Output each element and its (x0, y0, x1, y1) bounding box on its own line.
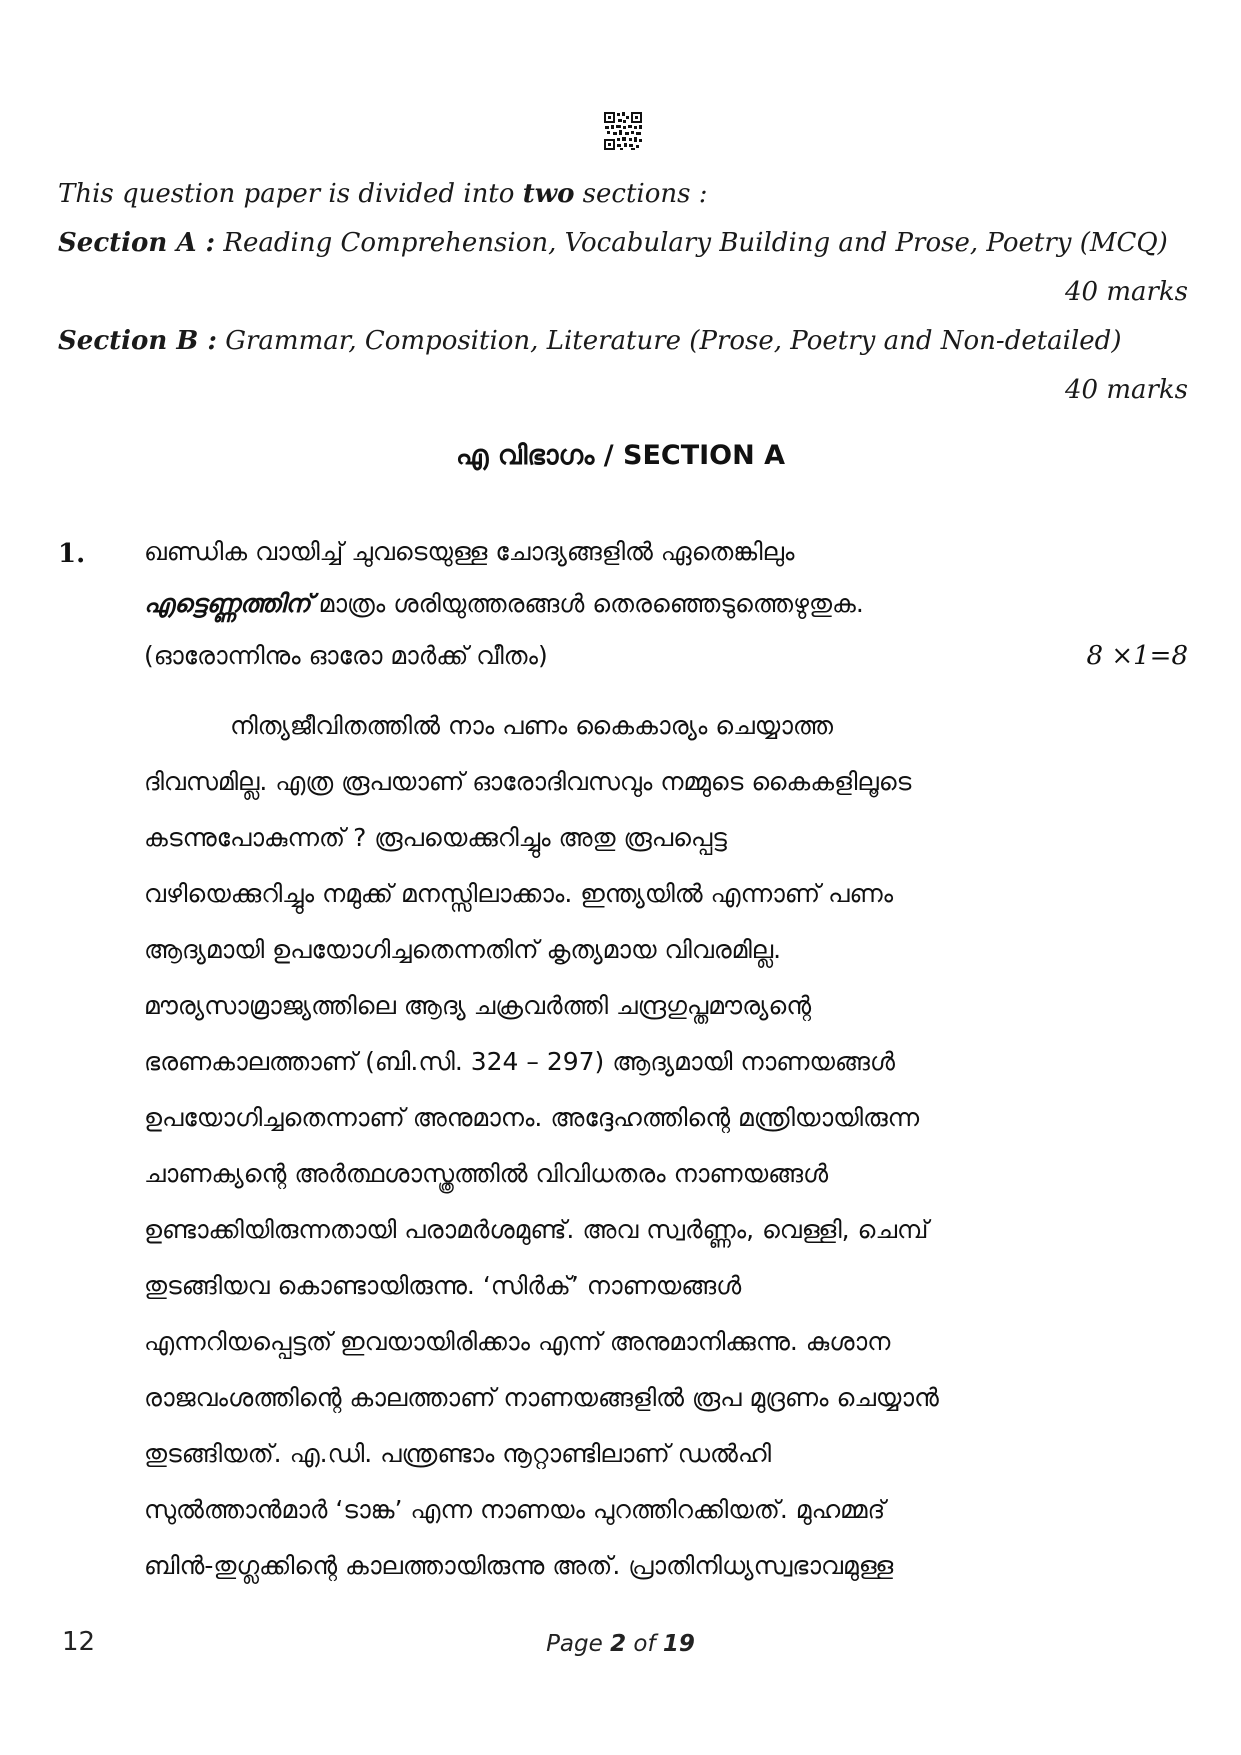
intro-text-post: sections : (574, 179, 708, 209)
passage-line: ഉണ്ടാക്കിയിരുന്നതായി പരാമർശമുണ്ട്. അവ സ്വർണ്ണം, വെള്ളി, ചെമ്പ് (144, 1215, 929, 1244)
passage-line: ദിവസമില്ല. എത്ര രൂപയാണ് ഓരോദിവസവും നമ്മുടെ കൈകളിലൂടെ (144, 767, 912, 796)
page-current: 2 (610, 1631, 627, 1657)
question-line-2 (144, 586, 864, 622)
passage-line: ചാണക്യന്റെ അർത്ഥശാസ്ത്രത്തിൽ വിവിധതരം നാണയങ്ങൾ (144, 1159, 829, 1188)
intro-text-pre: This question paper is divided into (58, 179, 523, 209)
section-a-line (58, 227, 1188, 259)
intro-text-bold: two (522, 179, 575, 209)
passage-line: സുൽത്താൻമാർ ‘ടാങ്ക’ എന്ന നാണയം പുറത്തിറക്കിയത്. മുഹമ്മദ് (144, 1495, 886, 1524)
question-line-3: (ഓരോന്നിനും ഓരോ മാർക്ക് വീതം) (144, 641, 548, 670)
question-number: 1. (58, 539, 86, 569)
passage-line: ഭരണകാലത്താണ് (ബി.സി. 324 – 297) ആദ്യമായി നാണയങ്ങൾ (144, 1047, 895, 1076)
section-heading: എ വിഭാഗം / SECTION A (455, 440, 786, 471)
page-of: of (626, 1631, 663, 1657)
passage-line: കടന്നുപോകുന്നത് ? രൂപയെക്കുറിച്ചും അതു രൂപപ്പെട്ട (144, 823, 727, 852)
passage-line: നിത്യജീവിതത്തിൽ നാം പണം കൈകാര്യം ചെയ്യാത്ത (230, 711, 833, 740)
section-a-text: Reading Comprehension, Vocabulary Building and Prose, Poetry (MCQ) (215, 228, 1168, 258)
paper-code: 12 (62, 1627, 96, 1657)
section-a-marks: 40 marks (1064, 277, 1188, 307)
section-b-text: Grammar, Composition, Literature (Prose, Poetry and Non-detailed) (216, 326, 1122, 356)
page-total: 19 (662, 1631, 695, 1657)
qr-code-icon (603, 111, 643, 151)
page-number (0, 1628, 1241, 1660)
page-word: Page (546, 1631, 611, 1657)
question-marks: 8 ×1=8 (1086, 641, 1188, 671)
section-b-marks: 40 marks (1064, 375, 1188, 405)
passage-line: ഉപയോഗിച്ചതെന്നാണ് അനുമാനം. അദ്ദേഹത്തിന്റെ മന്ത്രിയായിരുന്ന (144, 1103, 920, 1132)
passage-line: എന്നറിയപ്പെട്ടത് ഇവയായിരിക്കാം എന്ന് അനുമാനിക്കുന്നു. കുശാന (144, 1327, 891, 1356)
section-a-label: Section A : (58, 228, 216, 258)
section-b-label: Section B : (58, 326, 217, 356)
question-emphasis: എട്ടെണ്ണത്തിന് (144, 589, 311, 618)
intro-line (58, 178, 1188, 210)
passage-line: ബിൻ-തുഗ്ലക്കിന്റെ കാലത്തായിരുന്നു അത്. പ്രാതിനിധ്യസ്വഭാവമുള്ള (144, 1551, 894, 1580)
passage-line: തുടങ്ങിയവ കൊണ്ടായിരുന്നു. ‘സിർക്’ നാണയങ്ങൾ (144, 1271, 742, 1300)
passage-line: തുടങ്ങിയത്. എ.ഡി. പന്ത്രണ്ടാം നൂറ്റാണ്ടിലാണ് ഡൽഹി (144, 1439, 772, 1468)
passage-line: മൗര്യസാമ്രാജ്യത്തിലെ ആദ്യ ചക്രവർത്തി ചന്ദ്രഗുപ്തമൗര്യന്റെ (144, 991, 812, 1020)
passage-line: ആദ്യമായി ഉപയോഗിച്ചതെന്നതിന് കൃത്യമായ വിവരമില്ല. (144, 935, 782, 964)
question-line-2-rest: മാത്രം ശരിയുത്തരങ്ങൾ തെരഞ്ഞെടുത്തെഴുതുക. (310, 589, 864, 618)
section-b-line (58, 325, 1188, 357)
passage-line: രാജവംശത്തിന്റെ കാലത്താണ് നാണയങ്ങളിൽ രൂപ മുദ്രണം ചെയ്യാൻ (144, 1383, 939, 1412)
passage-line: വഴിയെക്കുറിച്ചും നമുക്ക് മനസ്സിലാക്കാം. ഇന്ത്യയിൽ എന്നാണ് പണം (144, 879, 894, 908)
question-line-1: ഖണ്ഡിക വായിച്ച് ചുവടെയുള്ള ചോദ്യങ്ങളിൽ ഏതെങ്കിലും (144, 537, 795, 566)
